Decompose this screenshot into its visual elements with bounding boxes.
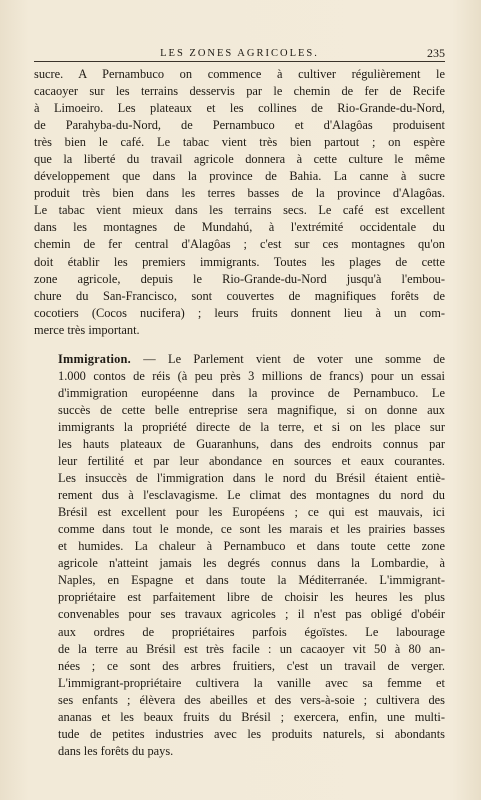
text-line: aux ordres de propriétaires parfois égoïstes. Le labourage	[58, 624, 445, 639]
text-line: et humides. La chaleur à Pernambuco et dans toute cette zone	[58, 539, 445, 554]
text-line: immigrants la propriété directe de la terre, et si on les place sur	[58, 419, 445, 434]
text-line: Le tabac vient mieux dans les terrains secs. Le café est excellent	[34, 203, 445, 218]
section-heading: Immigration.	[58, 351, 131, 366]
text-line: doit établir les premiers immigrants. Toutes les plages de cette	[34, 254, 445, 269]
text-line: ananas et les beaux fruits du Brésil ; exercera, enfin, une multi-	[58, 709, 445, 724]
text-line: développement que dans la province de Bahia. La canne à sucre	[34, 169, 445, 184]
text-fragment: — Le Parlement vient de voter une somme de	[130, 351, 445, 366]
header-rule	[34, 61, 445, 62]
text-line: chemin de fer central d'Alagôas ; c'est sur ces montagnes qu'on	[34, 237, 445, 252]
text-line: ses enfants ; élèvera des abeilles et des vers-à-soie ; cultivera des	[58, 692, 445, 707]
text-line: succès de cette belle entreprise sera magnifique, si on donne aux	[58, 402, 445, 417]
text-line: Les insuccès de l'immigration dans le nord du Brésil étaient entiè-	[58, 471, 445, 486]
text-line: d'immigration européenne dans la province de Pernambuco. Le	[58, 385, 445, 400]
text-line: leur fertilité et par leur abondance en sources et eaux courantes.	[58, 454, 445, 469]
text-line: Naples, en Espagne et dans toute la Méditerranée. L'immigrant-	[58, 573, 445, 588]
text-line: à Limoeiro. Les plateaux et les collines de Rio-Grande-du-Nord,	[34, 101, 445, 116]
text-line: nées ; ce sont des arbres fruitiers, c'est un travail de verger.	[58, 658, 445, 673]
text-line: sucre. A Pernambuco on commence à cultiver régulièrement le	[34, 67, 445, 81]
text-line: que la liberté du travail agricole donnera à cette culture le même	[34, 152, 445, 167]
text-line: merce très important.	[34, 322, 140, 337]
body-text	[34, 66, 445, 760]
text-line: 1.000 contos de réis (à peu près 3 millions de francs) pour un essai	[58, 368, 445, 383]
text-line: propriétaire est parfaitement libre de choisir les heures les plus	[58, 590, 445, 605]
text-line: L'immigrant-propriétaire cultivera la vanille avec sa femme et	[58, 675, 445, 690]
paragraph-agriculture	[34, 66, 445, 339]
paragraph-immigration	[34, 351, 445, 760]
text-line: tude de petites industries avec les produits naturels, si abondants	[58, 726, 445, 741]
text-line: agricole n'atteint jamais les degrés connus dans la Lombardie, à	[58, 556, 445, 571]
text-line: cocotiers (Cocos nucifera) ; leurs fruits donnent lieu à un com-	[34, 305, 445, 320]
text-line: les hauts plateaux de Guaranhuns, dans des endroits connus par	[58, 436, 445, 451]
text-line: convenables pour ses travaux agricoles ; il n'est pas obligé d'obéir	[58, 607, 445, 622]
text-line: dans les forêts du pays.	[58, 743, 174, 758]
text-line: produit très bien dans les terres basses de la province d'Alagôas.	[34, 186, 445, 201]
text-line: de la terre au Brésil est très facile : un cacaoyer vit 50 à 80 an-	[58, 641, 445, 656]
text-line: cacaoyer sur les terrains desservis par le chemin de fer de Recife	[34, 84, 445, 99]
text-line	[34, 351, 445, 368]
text-line: comme dans tout le monde, ce sont les marais et les prairies basses	[58, 522, 445, 537]
text-line: très bien le café. Le tabac vient très bien partout ; on espère	[34, 135, 445, 150]
text-line: rement dus à l'esclavagisme. Le climat des montagnes du nord du	[58, 488, 445, 503]
page-header	[34, 46, 445, 62]
text-line: zone agricole, depuis le Rio-Grande-du-Nord jusqu'à l'embou-	[34, 271, 445, 286]
text-line: chure du San-Francisco, sont couvertes de magnifiques forêts de	[34, 288, 445, 303]
running-title: LES ZONES AGRICOLES.	[160, 48, 319, 59]
text-line: dans les montagnes de Mundahú, à l'extrémité occidentale du	[34, 220, 445, 235]
text-line: Brésil est excellent pour les Européens ; ce qui est mauvais, ici	[58, 505, 445, 520]
text-line: de Parahyba-du-Nord, de Pernambuco et d'Alagôas produisent	[34, 118, 445, 133]
page-number: 235	[427, 46, 445, 60]
